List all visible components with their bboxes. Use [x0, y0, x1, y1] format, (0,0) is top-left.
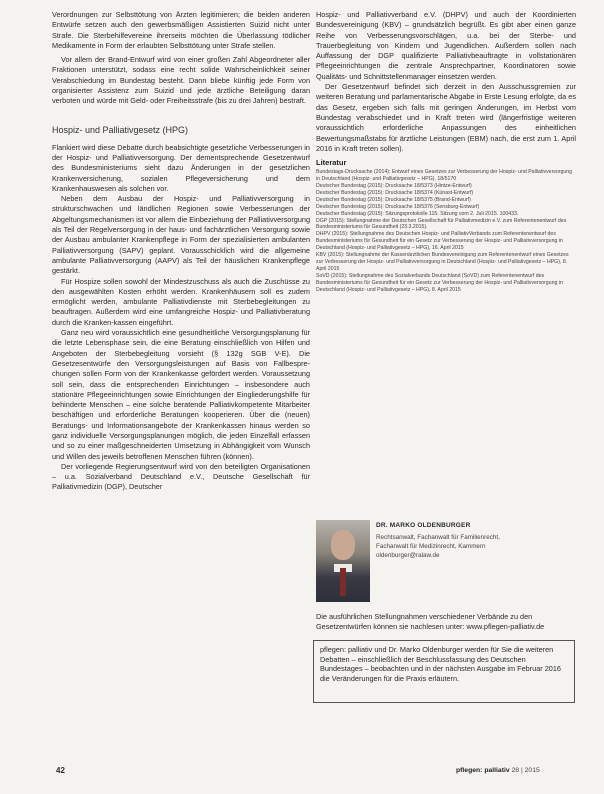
page-number: 42 — [56, 766, 65, 775]
journal-issue: 28 | 2015 — [511, 767, 540, 774]
section-heading: Hospiz- und Palliativgesetz (HPG) — [52, 124, 189, 135]
paragraph: Neben dem Ausbau der Hospiz- und Palliativversorgung in strukturschwachen und ländlichen Regionen sowie Verbesserungen der Abgeltungsmechanismen ist vor allem die Einbeziehung der Palliativversorgung als Teil der Regelversorgung in der haus- und fachärztlichen Versorgung sowie der Ausbau ambulanter Krankenpflege in Form der spezialisierten ambulanten Palliativversorgung (SAPV) geplant. Vorausschicklich wird die allgemeine ambulante Palliativversorgung (AAPV) als Teil der häuslichen Krankenpflege gestärkt. — [52, 194, 310, 276]
journal-footer — [456, 767, 540, 774]
reference-item: Deutscher Bundestag (2015): Drucksache 18/5375 (Brand-Entwurf) — [316, 196, 471, 203]
author-title: Rechtsanwalt, Fachanwalt für Familienrecht, — [376, 534, 500, 541]
reference-item: DHPV (2015): Stellungnahme des Deutschen Hospiz- und PalliativVerbands zum Referentenentwurf des Bundesministeriums für Gesundheit für ein Gesetz zur Verbesserung der Hospiz- und Palliativversorgung in Deutschland (Hospiz- und Palliativgesetz – HPG), 16. April 2015 — [316, 231, 563, 252]
info-box: pflegen: palliativ und Dr. Marko Oldenburger werden für Sie die weiteren Debatten – einschließlich der Beschlussfassung des Deutschen Bundestages – beobachten und in der nächsten Ausgabe im Februar 2016 die Veränderungen für die Praxis erläutern. — [313, 640, 575, 703]
reference-item: Deutscher Bundestag (2015): Drucksache 18/5376 (Sensburg-Entwurf) — [316, 203, 480, 210]
author-title: Fachanwalt für Medizinrecht, Kammern — [376, 543, 486, 550]
left-column — [52, 10, 310, 493]
reference-item: Deutscher Bundestag (2015): Sitzungsprotokolle 115. Sitzung vom 2. Juli 2015. 100433. — [316, 210, 519, 217]
author-photo — [316, 520, 370, 602]
reference-item: Deutscher Bundestag (2015): Drucksache 18/5374 (Künast-Entwurf) — [316, 189, 474, 196]
reference-item: Bundestags-Drucksache (2014): Entwurf eines Gesetzes zur Verbesserung der Hospiz- und Palliativversorgung in Deutschland (Hospiz- und Palliativgesetz – HPG). 18/5170 — [316, 169, 573, 183]
paragraph: Flankiert wird diese Debatte durch beabsichtigte gesetzliche Verbesserungen in der Hospiz- und Palliativversorgung. Der dementsprechende Gesetzentwurf des Bundesministeriums sieht dazu Änderungen in der gesetzlichen Krankenversicherung, sozialen Pflegeversicherung und dem Krankenhauswesen als solchen vor. — [52, 142, 310, 193]
paragraph: Hospiz- und Palliativverband e.V. (DHPV) und auch der Koordinierten Bundesvereinigung (KBV) – grundsätzlich begrüßt. Es gibt aber einen ganze Reihe von Verbesserungsvorschlägen, u.a. bei der Sterbe- und Trauerbegleitung von Kindern und Jugendlichen. Außerdem sollen nach Auffassung der DGP qualifizierte Palliativbeauftragte in vollstationären Pflegeeinrichtungen die zentrale Ansprechpartner, Koordinatoren sowie Qualitäts- und Schnittstellenmanager einsetzen werden. — [316, 10, 576, 81]
web-note: Die ausführlichen Stellungnahmen verschiedener Verbände zu den Gesetzentwürfen können sie nachlesen unter: www.pflegen-palliativ.de — [316, 612, 545, 631]
reference-item: DGP (2015): Stellungnahme der Deutschen Gesellschaft für Palliativmedizin e.V. zum Referentenentwurf des Bundesministeriums für Gesundheit (23.3.2015). — [316, 217, 567, 231]
reference-item: KBV (2015): Stellungnahme der Kassenärztlichen Bundesvereinigung zum Referentenentwurf eines Gesetzes zur Verbesserung der Hospiz- und Palliativversorgung in Deutschland (Hospiz- und Palliativgesetz – HPG), 8. April 2015 — [316, 252, 569, 272]
paragraph: Für Hospize sollen sowohl der Mindestzuschuss als auch die Zuschüsse zu den ausgewählten Kosten erhöht werden. Krankenhäusern soll es zudem ermöglicht werden, ambulante Palliativdienste mit Sterbebegleitungen zu beauftragen. Außerdem wird eine umfangreiche Hospiz- und Palliativberatung durch die Kranken-kassen eingeführt. — [52, 276, 310, 327]
author-email: oldenburger@ralaw.de — [376, 552, 440, 559]
reference-list — [316, 169, 576, 293]
journal-name: pflegen: palliativ — [456, 767, 510, 774]
author-tie — [340, 568, 346, 596]
right-column — [316, 10, 576, 293]
reference-item: Deutscher Bundestag (2015): Drucksache 18/5373 (Hintze-Entwurf) — [316, 182, 472, 189]
reference-item: SoVD (2015): Stellungnahme des Sozialverbands Deutschland (SoVD) zum Referentenentwurf des Bundesministeriums für Gesundheit für ein Gesetz zur Verbesserung der Hospiz- und Palliativversorgung in Deutschland (Hospiz- und Palliativgesetz – HPG), 8. April 2015 — [316, 272, 563, 293]
paragraph: Verordnungen zur Selbsttötung von Ärzten legitimieren; die beiden anderen Entwürfe setzen auch den gewerbsmäßigen Assistierten Suizid nicht unter Strafe. Die Sterbehilfevereine ihrerseits möchten die Überlassung tödlicher Medikamente in Form der erlaubten Selbsttötung unter Strafe stellen. — [52, 10, 310, 50]
paragraph: Vor allem der Brand-Entwurf wird von einer großen Zahl Abgeordneter aller Fraktionen unterstützt, sodass eine recht solide Wahrscheinlichkeit seiner Verabschiedung im Bundestag besteht. Dann bliebe künftig jede Form von organisierter Assistenz zum Suizid und jede ärztliche Beteiligung daran verboten und würde mit Geld- oder Freiheitsstrafe (bis zu drei Jahren) bestraft. — [52, 55, 310, 106]
paragraph: Der Gesetzentwurf befindet sich derzeit in den Ausschussgremien zur weiteren Beratung und parlamentarische Abgabe in Erste Lesung erfolgte, da es das Gesetz, ergeben sich falls mit geringen Änderungen, im Herbst vom Bundestag verabschiedet und in Kraft treten wird (längerfristige weiteren voraussichtlich erforderliche Anpassungen des einheitlichen Bewertungsmaßstabs für ärztliche Leistungen (EBM) nach, die erst zum 1. April 2016 in Kraft treten sollen). — [316, 82, 576, 153]
paragraph: Ganz neu wird voraussichtlich eine gesundheitliche Versorgungsplanung für die letzte Lebensphase sein, die eine Beratung einschließlich von Hilfen und Angeboten der Sterbebegleitung vorsieht (§ 132g SGB V-E). Die Gesetzesentwürfe den Versorgungsleistungen auf Basis von Fallbespre- chungen sollen Form von der Krankenkasse gefördert werden. Voraussetzung soll sein, dass die entsprechenden Einrichtungen – insbesondere auch stationäre Pflegeeinrichtungen sowie Einrichtungen der Eingliederungshilfe für behinderte Menschen – eine solche beratende Palliativkompetente Mitarbeiter beschäftigen und erforderliche Beratungen kooperieren. Über die (neuen) Beratungs- und Informationsangebote der Krankenkassen hinaus werden so ganz individuelle Versorgungsplanungen möglich, die jeden Einzelfall erfassen und so zu einer maßgeschneiderten Umsetzung in Abhängigkeit vom Wunsch und Willen des jeweils betroffenen Menschen führen (können). — [52, 328, 310, 461]
author-box — [316, 520, 576, 608]
author-name: DR. MARKO OLDENBURGER — [376, 522, 471, 529]
paragraph: Der vorliegende Regierungsentwurf wird von den beteiligten Organisationen – u.a. Sozialverband Deutschland e.V., Deutsche Gesellschaft für Palliativmedizin (DGP), Deutscher — [52, 461, 310, 492]
literature-heading: Literatur — [316, 158, 347, 168]
author-face — [331, 530, 355, 560]
